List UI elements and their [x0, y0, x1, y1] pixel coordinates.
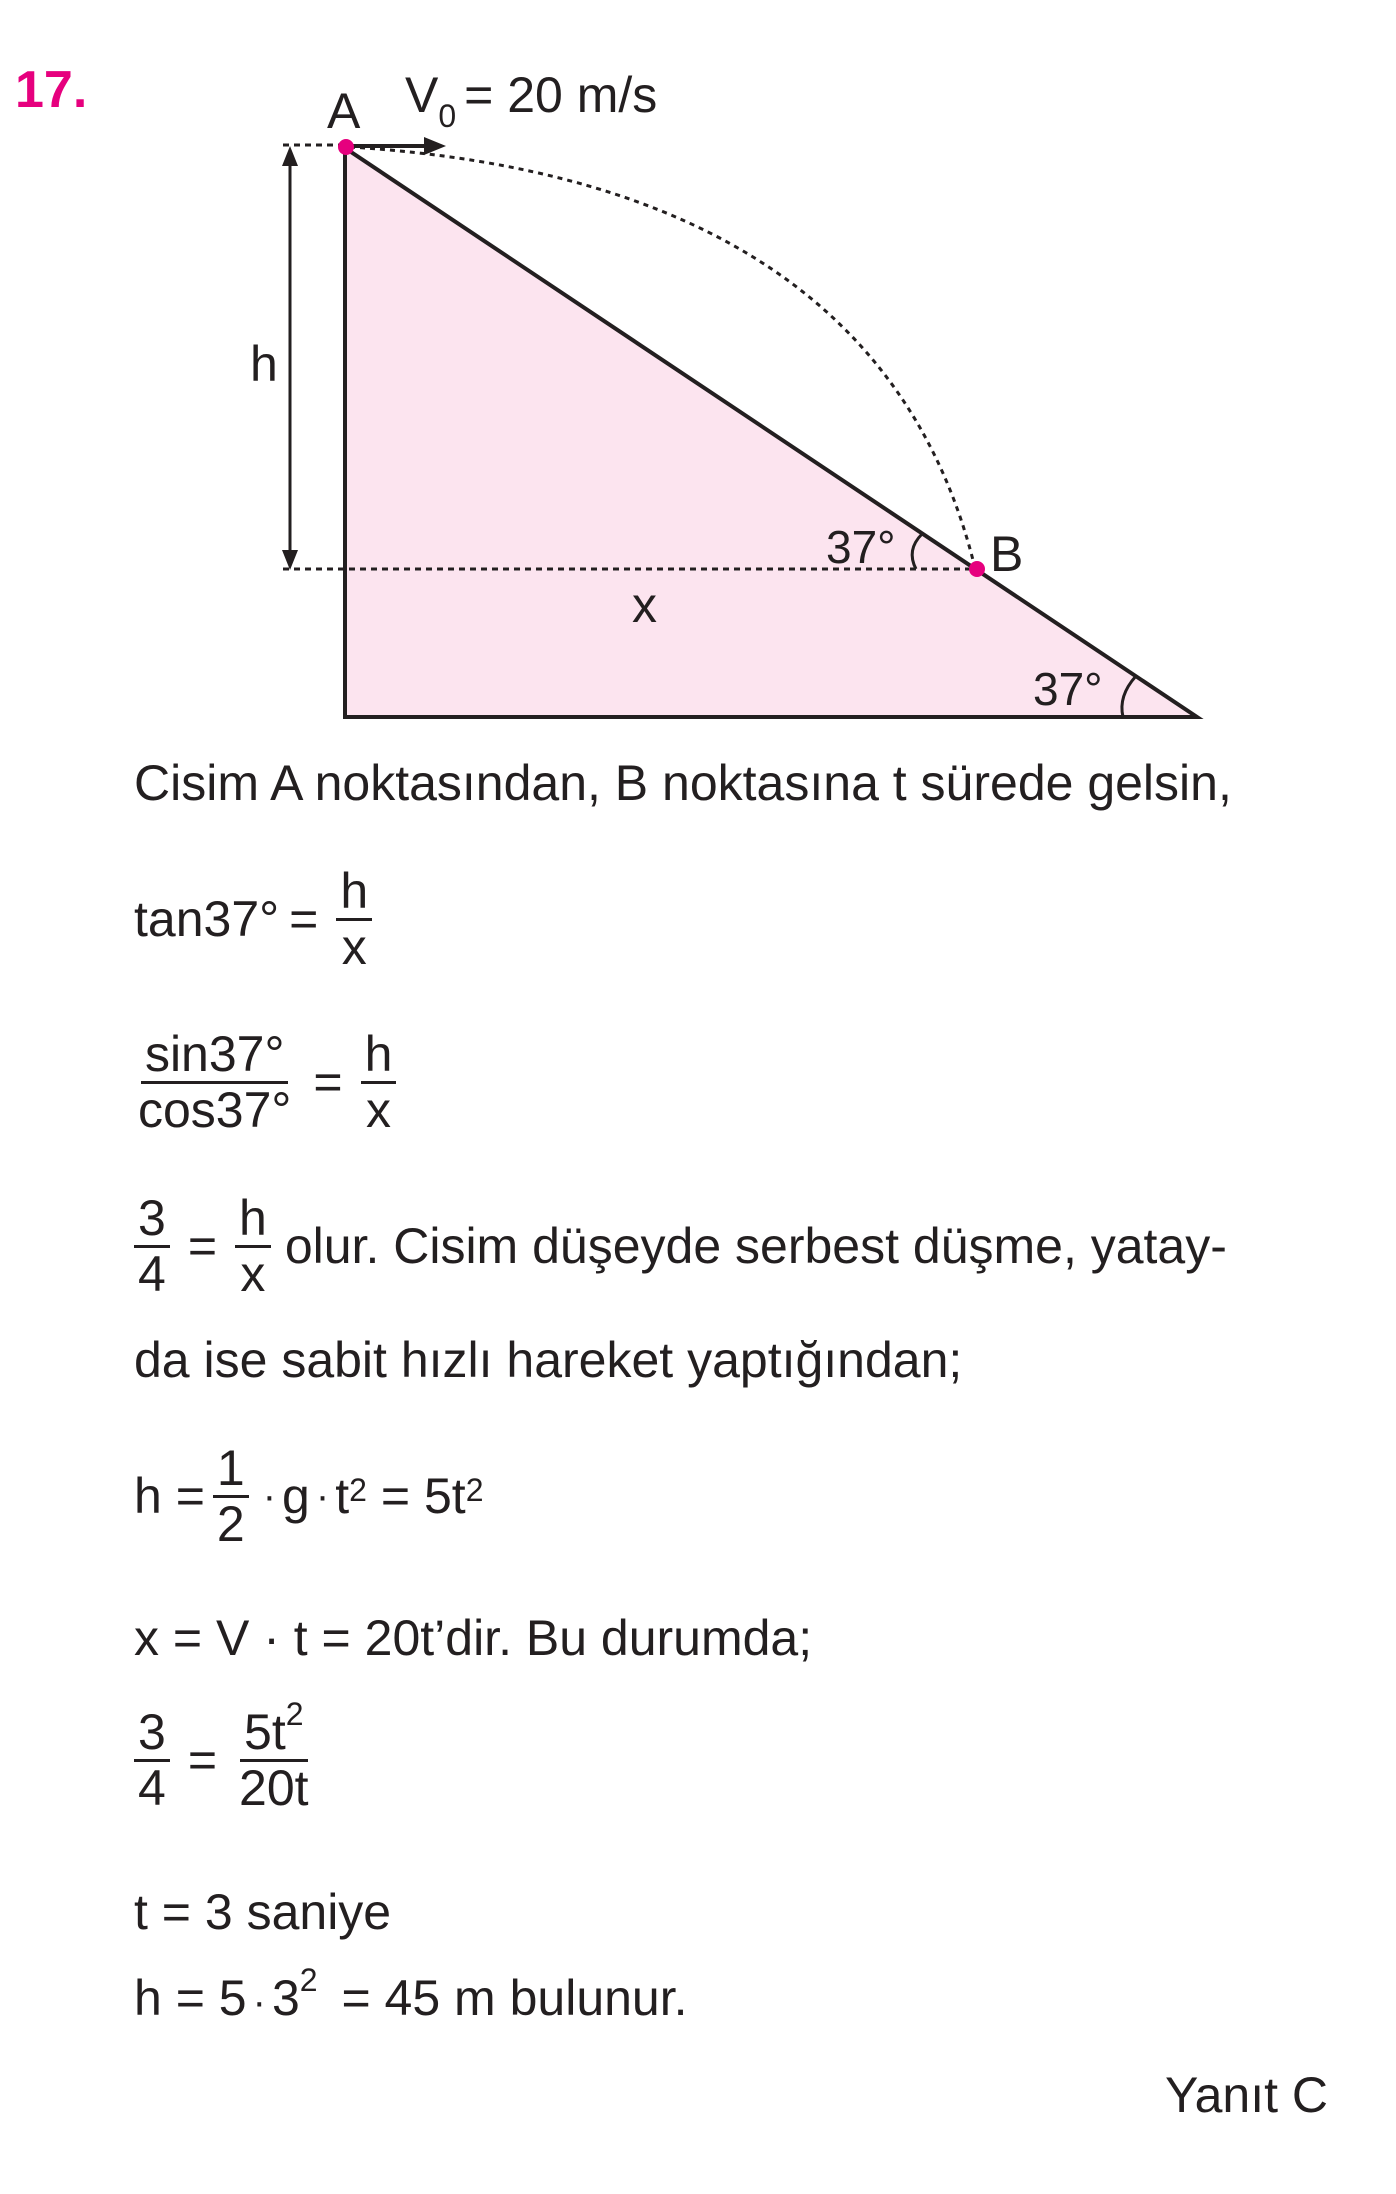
equation-ratio: $\frac{3}{4}$ = $\frac{h}{x}$ olur. Cisim düşeyde serbest düşme, yatay-: [126, 1192, 1227, 1300]
label-x: x: [632, 577, 657, 633]
eq3-left-fraction: $\frac{3}{4}$: [134, 1192, 170, 1300]
h-arrow-head-top: [282, 146, 298, 166]
problem-number: 17.: [15, 61, 88, 119]
label-a: A: [327, 83, 361, 139]
eq1-equals: =: [289, 891, 319, 947]
angle-label-lower: 37°: [1033, 663, 1103, 715]
eq1-lhs: tan37°: [134, 891, 280, 947]
point-b: [969, 561, 985, 577]
equation-substitution: $\frac{3}{4}$ = $\frac{5t^2}{20t}$: [126, 1706, 321, 1814]
velocity-label: $V_0 = 20$ m/s: [405, 67, 658, 134]
h-result: $h = 5 \cdot 3^2 = 45$ m bulunur.: [134, 1962, 688, 2026]
equation-tan: [134, 865, 380, 973]
equation-x: x = V · t = 20t’dir. Bu durumda;: [134, 1610, 813, 1666]
angle-label-upper: 37°: [826, 521, 896, 573]
eq6-left-fraction: $\frac{3}{4}$: [134, 1706, 170, 1814]
eq3-text: olur. Cisim düşeyde serbest düşme, yatay-: [284, 1218, 1227, 1274]
eq3-right-fraction: $\frac{h}{x}$: [235, 1192, 271, 1300]
h-arrow-head-bottom: [282, 550, 298, 570]
eq4-fraction: $\frac{1}{2}$: [213, 1442, 249, 1550]
velocity-arrow-head: [424, 137, 446, 155]
point-a: [338, 139, 354, 155]
eq6-right-fraction: $\frac{5t^2}{20t}$: [239, 1696, 309, 1816]
eq1-fraction: $\frac{h}{x}$: [336, 865, 372, 973]
continuation-text: da ise sabit hızlı hareket yaptığından;: [134, 1332, 963, 1388]
label-h: h: [250, 336, 278, 392]
eq2-right-fraction: $\frac{h}{x}$: [361, 1028, 397, 1136]
label-b: B: [990, 526, 1024, 582]
intro-text: Cisim A noktasından, B noktasına t sürede gelsin,: [134, 755, 1232, 811]
eq2-left-fraction: $\frac{\sin 37^\circ}{\cos 37^\circ}$: [138, 1026, 292, 1138]
equation-sin-cos: $\frac{\sin 37^\circ}{\cos 37^\circ}$ = $\frac{h}{x}$: [126, 1028, 404, 1136]
incline-triangle: [345, 148, 1197, 717]
t-result: t = 3 saniye: [134, 1884, 392, 1940]
equation-h: h = $\frac{1}{2}$ · g · t $^2$ = 5t $^2$: [134, 1440, 484, 1552]
projectile-figure: [0, 0, 1396, 740]
answer-label: Yanıt C: [1164, 2067, 1328, 2123]
